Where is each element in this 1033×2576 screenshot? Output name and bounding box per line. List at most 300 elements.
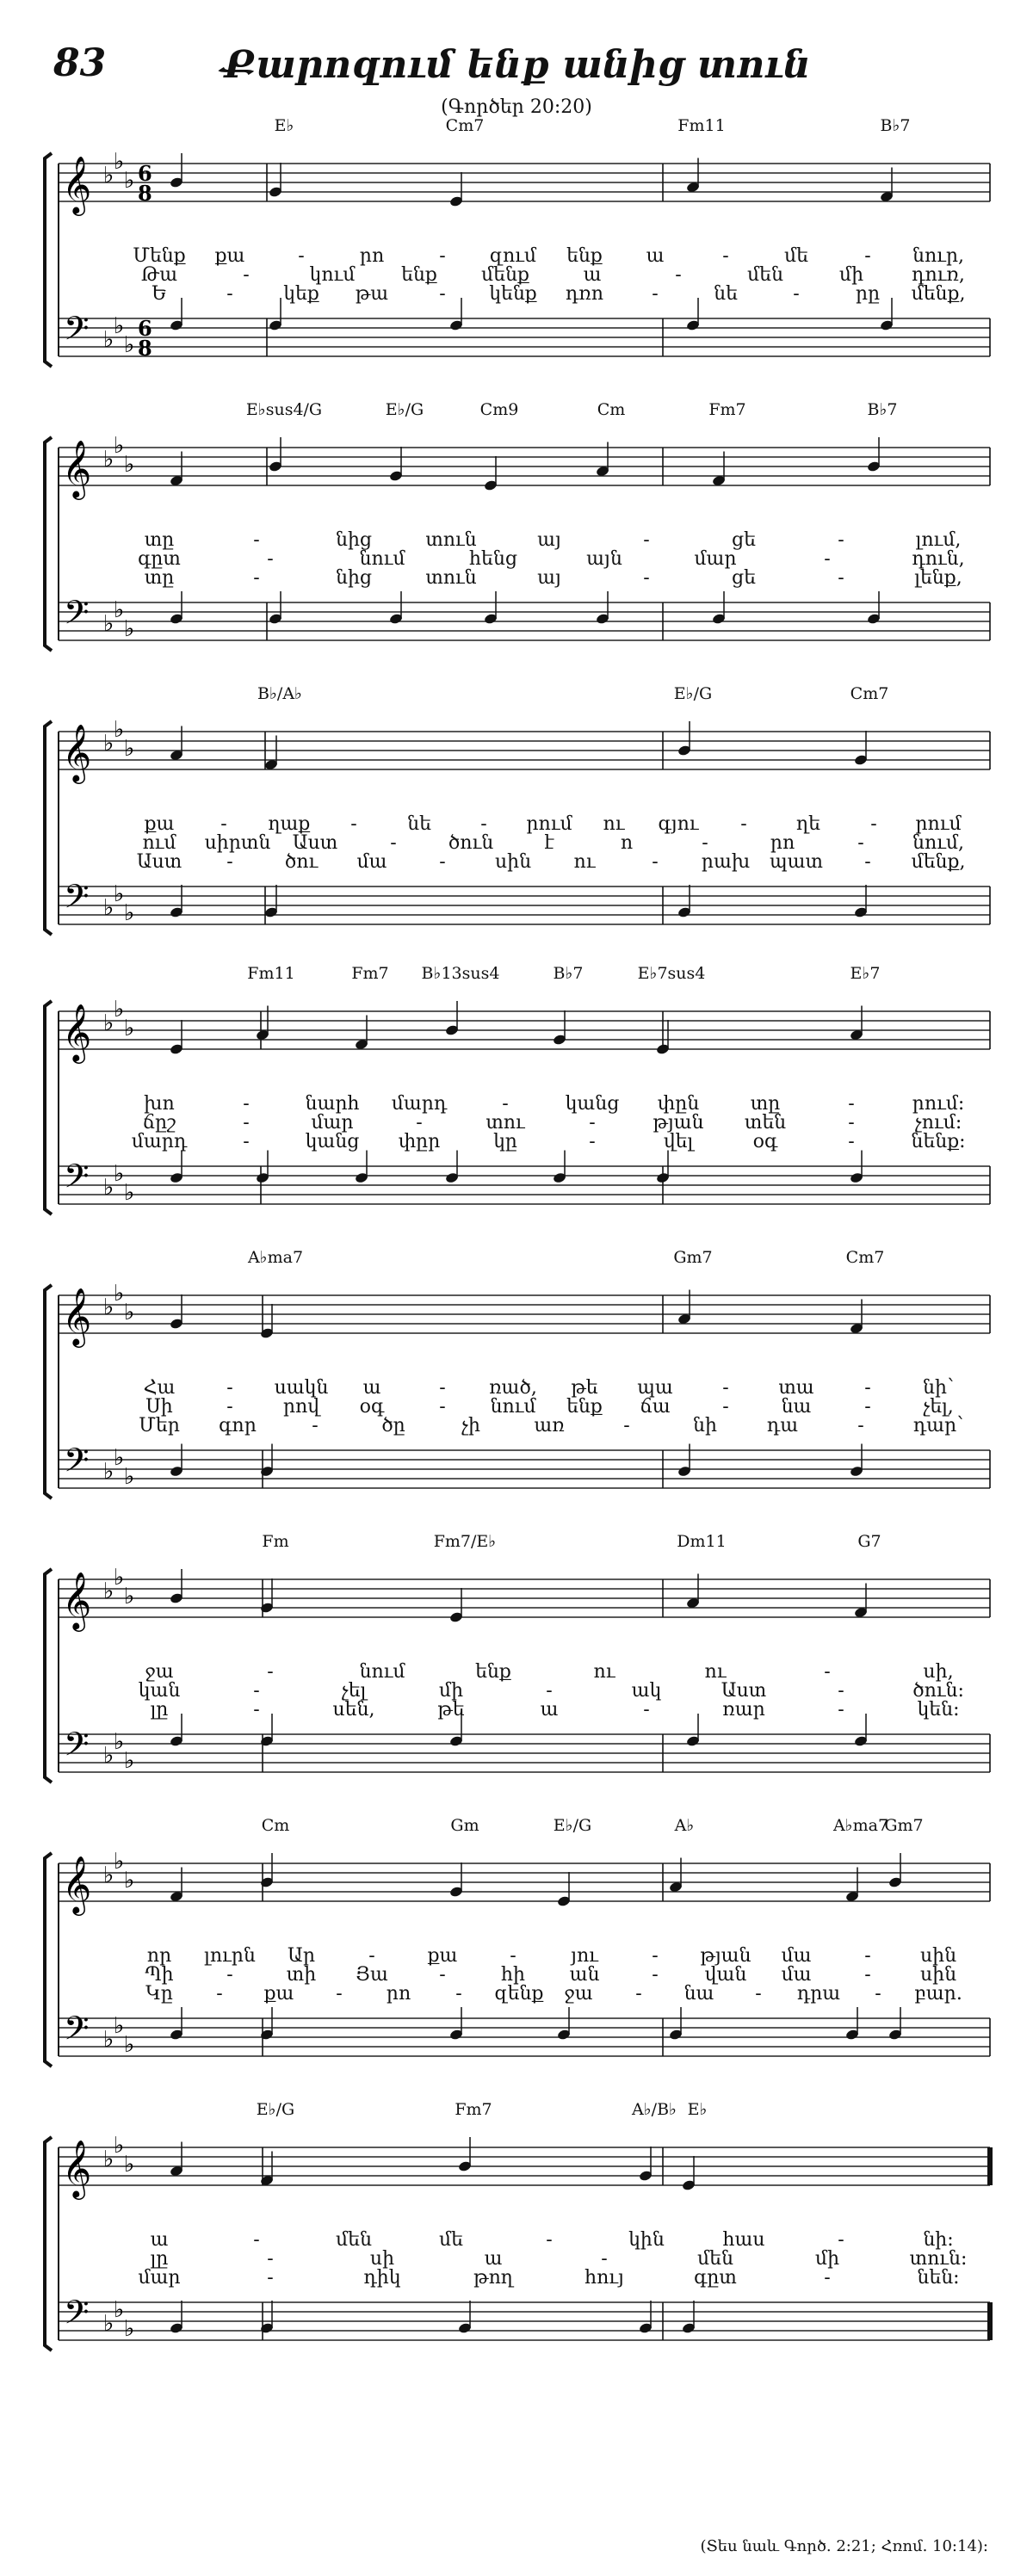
lyric-verse-2-syllable: նում <box>490 1396 536 1418</box>
lyric-verse-3-syllable: - <box>875 1983 881 2005</box>
treble-key-flat-icon: ♭ <box>114 1281 125 1307</box>
lyric-verse-2-syllable: մի <box>838 264 864 286</box>
lyric-verse-1-syllable: տը <box>750 1093 781 1115</box>
lyric-verse-2-syllable: չել <box>341 1680 367 1702</box>
lyric-verse-2-syllable: - <box>589 1112 596 1134</box>
lyric-verse-1-syllable: տուն <box>425 529 477 551</box>
lyric-verse-1-syllable: ու <box>603 813 625 835</box>
lyric-verse-1-syllable: - <box>510 1945 516 1967</box>
bass-time-signature: 6 <box>138 316 152 341</box>
lyric-verse-3-syllable: տը <box>144 567 175 589</box>
lyric-verse-1-syllable: գյու <box>658 813 699 835</box>
lyric-verse-3-syllable: - <box>312 1415 319 1436</box>
chord-symbol: E♭/G <box>673 684 713 703</box>
chord-symbol: Gm <box>450 1816 479 1835</box>
treble-key-flat-icon: ♭ <box>114 717 125 743</box>
lyric-verse-1-syllable: ենք <box>475 1661 511 1683</box>
lyric-verse-2-syllable: չել, <box>923 1396 954 1418</box>
lyric-verse-1-syllable: քա <box>144 813 175 835</box>
lyric-verse-1-syllable: հաս <box>722 2229 765 2251</box>
bass-key-flat-icon: ♭ <box>114 2013 125 2039</box>
lyric-verse-3-syllable: առ <box>534 1415 565 1436</box>
lyric-verse-3-syllable: ծու <box>284 851 319 873</box>
chord-symbol: Fm7 <box>351 964 389 983</box>
lyric-verse-1-syllable: - <box>722 1377 729 1399</box>
lyric-verse-1-syllable: - <box>253 2229 260 2251</box>
chord-symbol: A♭ma7 <box>247 1248 304 1267</box>
lyric-verse-2-syllable: լը <box>150 2248 169 2270</box>
lyric-verse-3-syllable: մենք, <box>911 283 966 305</box>
lyric-verse-1-syllable: րում: <box>912 1093 965 1115</box>
bass-time-signature: 8 <box>138 336 152 361</box>
chord-symbol: Cm <box>597 400 626 419</box>
lyric-verse-1-syllable: թյան <box>700 1945 752 1967</box>
bass-key-flat-icon: ♭ <box>114 2297 125 2323</box>
music-system <box>0 1532 1033 1807</box>
lyric-verse-1-syllable: - <box>643 529 650 551</box>
music-system <box>0 1816 1033 2091</box>
treble-clef-icon: 𝄞 <box>62 723 92 781</box>
lyric-verse-1-syllable: ա <box>646 245 665 267</box>
lyric-verse-1-syllable: ղե <box>796 813 820 835</box>
lyric-verse-1-syllable: քա <box>427 1945 458 1967</box>
lyric-verse-1-syllable: քա <box>214 245 245 267</box>
lyric-verse-2-syllable: մենք <box>481 264 529 286</box>
lyric-verse-2-syllable: ծուն <box>448 832 494 854</box>
lyric-verse-2-syllable: - <box>722 1396 729 1418</box>
lyric-verse-1-syllable: փըն <box>657 1093 700 1115</box>
lyric-verse-1-syllable: նի: <box>923 2229 954 2251</box>
lyric-verse-3-syllable: րո <box>386 1983 411 2005</box>
bass-key-flat-icon: ♭ <box>114 313 125 339</box>
chord-symbol: E♭7 <box>850 964 881 983</box>
lyric-verse-1-syllable: կին <box>628 2229 665 2251</box>
lyric-verse-2-syllable: ան <box>569 1964 600 1986</box>
lyric-verse-1-syllable: տա <box>778 1377 814 1399</box>
lyric-verse-1-syllable: - <box>652 1945 659 1967</box>
lyric-verse-2-syllable: սիրտն <box>204 832 271 854</box>
lyric-verse-2-syllable: Սի <box>145 1396 173 1418</box>
lyric-verse-3-syllable: րը <box>855 283 881 305</box>
treble-clef-icon: 𝄞 <box>62 1003 92 1061</box>
chord-symbol: Cm7 <box>445 116 485 135</box>
lyric-verse-1-syllable: - <box>439 1377 446 1399</box>
lyric-verse-3-syllable: գըտ <box>694 2267 737 2289</box>
bass-key-flat-icon: ♭ <box>103 327 114 353</box>
lyric-verse-2-syllable: չում: <box>914 1112 962 1134</box>
lyric-verse-3-syllable: - <box>848 1131 855 1152</box>
lyric-verse-1-syllable: կանց <box>565 1093 620 1115</box>
lyric-verse-3-syllable: փըր <box>398 1131 441 1152</box>
lyric-verse-1-syllable: նուր, <box>912 245 965 267</box>
lyric-verse-2-syllable: վան <box>704 1964 747 1986</box>
bass-key-flat-icon: ♭ <box>103 1743 114 1769</box>
lyric-verse-3-syllable: - <box>336 1983 343 2005</box>
chord-symbol: Fm11 <box>677 116 726 135</box>
lyric-verse-3-syllable: նենք: <box>911 1131 966 1152</box>
system-bracket <box>45 1853 52 2066</box>
chord-symbol: Cm7 <box>845 1248 885 1267</box>
lyric-verse-1-syllable: - <box>480 813 487 835</box>
bass-key-flat-icon: ♭ <box>103 1459 114 1485</box>
treble-key-flat-icon: ♭ <box>103 731 114 757</box>
chord-symbol: B♭7 <box>880 116 911 135</box>
treble-key-flat-icon: ♭ <box>114 433 125 459</box>
lyric-verse-3-syllable: դռո <box>565 283 604 305</box>
chord-symbol: Fm11 <box>247 964 295 983</box>
lyric-verse-2-syllable: - <box>675 264 682 286</box>
system-bracket <box>45 1285 52 1498</box>
treble-key-flat-icon: ♭ <box>124 736 135 762</box>
chord-symbol: B♭13sus4 <box>421 964 500 983</box>
lyric-verse-1-syllable: - <box>824 1661 831 1683</box>
lyric-verse-1-syllable: րում <box>915 813 962 835</box>
bass-key-flat-icon: ♭ <box>103 1175 114 1201</box>
lyric-verse-1-syllable: մե <box>784 245 808 267</box>
lyric-verse-2-syllable: - <box>838 1680 844 1702</box>
lyric-verse-1-syllable: որ <box>146 1945 172 1967</box>
lyric-verse-3-syllable: ու <box>573 851 596 873</box>
lyric-verse-3-syllable: մարդ <box>131 1131 188 1152</box>
lyric-verse-3-syllable: - <box>267 2267 274 2289</box>
bass-clef-icon: 𝄢 <box>64 2293 90 2339</box>
lyric-verse-1-syllable: - <box>870 813 877 835</box>
lyric-verse-2-syllable: տի <box>286 1964 317 1986</box>
song-number: 83 <box>53 41 107 85</box>
lyric-verse-1-syllable: մարդ <box>391 1093 448 1115</box>
lyric-verse-3-syllable: ռար <box>722 1699 765 1720</box>
lyric-verse-1-syllable: րում <box>526 813 572 835</box>
lyric-verse-2-syllable: - <box>601 2248 608 2270</box>
chord-symbol: Cm <box>261 1816 290 1835</box>
lyric-verse-3-syllable: - <box>857 1415 864 1436</box>
lyric-verse-2-syllable: դուն, <box>912 548 965 570</box>
lyric-verse-3-syllable: Մեր <box>139 1415 180 1436</box>
lyric-verse-1-syllable: - <box>864 1377 871 1399</box>
lyric-verse-3-syllable: բար. <box>914 1983 962 2005</box>
lyric-verse-3-syllable: չի <box>461 1415 480 1436</box>
scripture-reference: (Գործեր 20:20) <box>441 96 592 118</box>
system-bracket <box>45 437 52 651</box>
lyric-verse-3-syllable: թող <box>473 2267 513 2289</box>
lyric-verse-2-syllable: ակ <box>631 1680 662 1702</box>
bass-key-flat-icon: ♭ <box>103 895 114 921</box>
chord-symbol: Cm7 <box>850 684 889 703</box>
lyric-verse-3-syllable: - <box>838 567 844 589</box>
bass-key-flat-icon: ♭ <box>114 597 125 623</box>
music-system <box>0 1248 1033 1523</box>
lyric-verse-3-syllable: կեն: <box>917 1699 960 1720</box>
lyric-verse-2-syllable: կում <box>309 264 356 286</box>
chord-symbol: A♭/B♭ <box>631 2100 677 2119</box>
lyric-verse-3-syllable: նից <box>335 567 373 589</box>
lyric-verse-3-syllable: Աստ <box>136 851 182 873</box>
lyric-verse-3-syllable: - <box>635 1983 642 2005</box>
bass-clef-icon: 𝄢 <box>64 593 90 639</box>
lyric-verse-3-syllable: լը <box>150 1699 169 1720</box>
lyric-verse-1-syllable: - <box>848 1093 855 1115</box>
lyric-verse-2-syllable: - <box>652 1964 659 1986</box>
lyric-verse-1-syllable: նե <box>407 813 431 835</box>
lyric-verse-2-syllable: սի <box>369 2248 395 2270</box>
lyric-verse-1-syllable: - <box>298 245 305 267</box>
lyric-verse-1-syllable: լուրն <box>204 1945 256 1967</box>
lyric-verse-2-syllable: Աստ <box>292 832 338 854</box>
lyric-verse-3-syllable: - <box>253 1699 260 1720</box>
bass-clef-icon: 𝄢 <box>64 2009 90 2055</box>
lyric-verse-3-syllable: դա <box>766 1415 799 1436</box>
chord-symbol: A♭ <box>674 1816 695 1835</box>
lyric-verse-2-syllable: ում <box>142 832 176 854</box>
lyric-verse-2-syllable: մա <box>781 1964 812 1986</box>
lyric-verse-2-syllable: մի <box>438 1680 464 1702</box>
chord-symbol: Gm7 <box>673 1248 713 1267</box>
chord-symbol: E♭sus4/G <box>245 400 323 419</box>
treble-key-flat-icon: ♭ <box>103 2147 114 2172</box>
lyric-verse-2-syllable: ա <box>583 264 602 286</box>
music-system <box>0 964 1033 1239</box>
lyric-verse-3-syllable: - <box>643 1699 650 1720</box>
lyric-verse-3-syllable: - <box>838 1699 844 1720</box>
lyric-verse-3-syllable: - <box>439 851 446 873</box>
lyric-verse-3-syllable: - <box>589 1131 596 1152</box>
chord-symbol: Cm9 <box>479 400 519 419</box>
system-bracket <box>45 2137 52 2351</box>
lyric-verse-1-syllable: նում <box>359 1661 405 1683</box>
lyric-verse-3-syllable: նի <box>693 1415 717 1436</box>
lyric-verse-3-syllable: - <box>824 2267 831 2289</box>
lyric-verse-1-syllable: - <box>502 1093 509 1115</box>
lyric-verse-3-syllable: - <box>755 1983 762 2005</box>
bass-clef-icon: 𝄢 <box>64 309 90 355</box>
lyric-verse-3-syllable: լենք, <box>914 567 962 589</box>
lyric-verse-2-syllable: կան <box>138 1680 181 1702</box>
chord-symbol: G7 <box>857 1532 881 1551</box>
lyric-verse-1-syllable: զում <box>489 245 537 267</box>
treble-key-flat-icon: ♭ <box>124 1300 135 1325</box>
treble-key-flat-icon: ♭ <box>103 1010 114 1036</box>
lyric-verse-2-syllable: Աստ <box>721 1680 767 1702</box>
treble-time-signature: 6 <box>138 161 152 186</box>
chord-symbol: B♭7 <box>867 400 898 419</box>
chord-symbol: E♭/G <box>553 1816 592 1835</box>
lyric-verse-1-syllable: նարհ <box>305 1093 360 1115</box>
lyric-verse-3-syllable: - <box>216 1983 223 2005</box>
lyric-verse-3-syllable: - <box>652 283 659 305</box>
lyric-verse-3-syllable: քա <box>263 1983 294 2005</box>
lyric-verse-3-syllable: մենք, <box>911 851 966 873</box>
lyric-verse-2-syllable: - <box>702 832 708 854</box>
chord-symbol: A♭ma7 <box>832 1816 889 1835</box>
lyric-verse-3-syllable: հույ <box>585 2267 624 2289</box>
lyric-verse-2-syllable: թյան <box>653 1112 704 1134</box>
lyric-verse-2-syllable: մի <box>814 2248 840 2270</box>
lyric-verse-3-syllable: - <box>243 1131 250 1152</box>
lyric-verse-1-syllable: ղաք <box>268 813 311 835</box>
lyric-verse-2-syllable: - <box>864 1396 871 1418</box>
lyric-verse-3-syllable: գոր <box>219 1415 257 1436</box>
lyric-verse-1-syllable: - <box>350 813 357 835</box>
system-bracket <box>45 721 52 935</box>
lyric-verse-3-syllable: կեք <box>283 283 319 305</box>
lyric-verse-2-syllable: - <box>267 2248 274 2270</box>
lyric-verse-1-syllable: - <box>722 245 729 267</box>
system-bracket <box>45 1001 52 1214</box>
chord-symbol: E♭ <box>274 116 294 135</box>
lyric-verse-2-syllable: - <box>857 832 864 854</box>
footnote: (Տես նաև Գործ. 2:21; Հռոմ. 10:14): <box>700 2537 988 2555</box>
treble-key-flat-icon: ♭ <box>124 1584 135 1609</box>
lyric-verse-1-syllable: - <box>253 529 260 551</box>
lyric-verse-2-syllable: մեն <box>747 264 783 286</box>
treble-clef-icon: 𝄞 <box>62 439 92 497</box>
lyric-verse-3-syllable: րախ <box>701 851 751 873</box>
treble-key-flat-icon: ♭ <box>114 997 125 1022</box>
lyric-verse-1-syllable: նի՝ <box>923 1377 954 1399</box>
lyric-verse-2-syllable: - <box>390 832 397 854</box>
lyric-verse-1-syllable: Ար <box>288 1945 315 1967</box>
lyric-verse-2-syllable: այն <box>586 548 622 570</box>
chord-symbol: Fm7/E♭ <box>433 1532 497 1551</box>
lyric-verse-1-syllable: - <box>864 245 871 267</box>
lyric-verse-2-syllable: Յա <box>356 1964 388 1986</box>
lyric-verse-3-syllable: սեն, <box>332 1699 375 1720</box>
chord-symbol: Fm <box>262 1532 289 1551</box>
lyric-verse-3-syllable: դրա <box>796 1983 841 2005</box>
lyric-verse-3-syllable: ջա <box>564 1983 593 2005</box>
lyric-verse-3-syllable: - <box>643 567 650 589</box>
lyric-verse-1-syllable: սակն <box>274 1377 329 1399</box>
chord-symbol: Fm7 <box>708 400 746 419</box>
lyric-verse-3-syllable: - <box>439 283 446 305</box>
lyric-verse-2-syllable: տու <box>486 1112 525 1134</box>
lyric-verse-1-syllable: այ <box>537 529 561 551</box>
lyric-verse-2-syllable: - <box>439 1396 446 1418</box>
chord-symbol: Fm7 <box>455 2100 492 2119</box>
treble-clef-icon: 𝄞 <box>62 155 92 213</box>
lyric-verse-1-syllable: լում, <box>915 529 962 551</box>
lyric-verse-2-syllable: ո <box>620 832 634 854</box>
lyric-verse-1-syllable: - <box>546 2229 553 2251</box>
lyric-verse-1-syllable: - <box>838 2229 844 2251</box>
bass-key-flat-icon: ♭ <box>114 1161 125 1187</box>
lyric-verse-1-syllable: մա <box>781 1945 812 1967</box>
lyric-verse-3-syllable: նեն: <box>917 2267 960 2289</box>
lyric-verse-3-syllable: կենք <box>489 283 537 305</box>
system-bracket <box>45 1569 52 1782</box>
lyric-verse-3-syllable: - <box>226 283 233 305</box>
lyric-verse-2-syllable: հի <box>501 1964 525 1986</box>
lyric-verse-3-syllable: պատ <box>769 851 824 873</box>
lyric-verse-2-syllable: - <box>439 1964 446 1986</box>
lyric-verse-1-syllable: - <box>864 1945 871 1967</box>
treble-key-flat-icon: ♭ <box>103 447 114 473</box>
lyric-verse-2-syllable: ենք <box>566 1396 603 1418</box>
lyric-verse-3-syllable: - <box>623 1415 630 1436</box>
treble-clef-icon: 𝄞 <box>62 1855 92 1913</box>
lyric-verse-3-syllable: դար՝ <box>912 1415 964 1436</box>
lyric-verse-2-syllable: ճըշ <box>142 1112 176 1134</box>
lyric-verse-3-syllable: Կը <box>145 1983 173 2005</box>
lyric-verse-1-syllable: նից <box>335 529 373 551</box>
chord-symbol: E♭/G <box>385 400 424 419</box>
lyric-verse-1-syllable: մեն <box>336 2229 372 2251</box>
lyric-verse-3-syllable: - <box>652 851 659 873</box>
bass-key-flat-icon: ♭ <box>124 900 135 926</box>
lyric-verse-1-syllable: - <box>243 1093 250 1115</box>
treble-key-flat-icon: ♭ <box>103 1294 114 1320</box>
lyric-verse-1-syllable: ջա <box>145 1661 174 1683</box>
bass-clef-icon: 𝄢 <box>64 1725 90 1771</box>
chord-symbol: Dm11 <box>677 1532 727 1551</box>
treble-key-flat-icon: ♭ <box>124 2152 135 2178</box>
lyric-verse-3-syllable: այ <box>537 567 561 589</box>
bass-key-flat-icon: ♭ <box>124 2032 135 2058</box>
bass-clef-icon: 𝄢 <box>64 877 90 924</box>
lyric-verse-3-syllable: զենք <box>494 1983 544 2005</box>
lyric-verse-1-syllable: պա <box>637 1377 673 1399</box>
lyric-verse-2-syllable: սին <box>919 1964 957 1986</box>
lyric-verse-3-syllable: վել <box>663 1131 694 1152</box>
lyric-verse-3-syllable: թե <box>437 1699 465 1720</box>
lyric-verse-1-syllable: Հա <box>143 1377 176 1399</box>
lyric-verse-2-syllable: - <box>546 1680 553 1702</box>
lyric-verse-3-syllable: սին <box>494 851 532 873</box>
lyric-verse-2-syllable: մեն <box>697 2248 733 2270</box>
treble-key-flat-icon: ♭ <box>114 149 125 175</box>
lyric-verse-1-syllable: ցե <box>732 529 756 551</box>
lyric-verse-3-syllable: մար <box>138 2267 181 2289</box>
treble-key-flat-icon: ♭ <box>103 163 114 188</box>
lyric-verse-2-syllable: - <box>243 1112 250 1134</box>
lyric-verse-1-syllable: տը <box>144 529 175 551</box>
music-system <box>0 684 1033 960</box>
lyric-verse-1-syllable: - <box>439 245 446 267</box>
chord-symbol: B♭7 <box>553 964 584 983</box>
lyric-verse-2-syllable: գըտ <box>138 548 181 570</box>
lyric-verse-1-syllable: - <box>267 1661 274 1683</box>
lyric-verse-1-syllable: Մենք <box>133 245 186 267</box>
lyric-verse-2-syllable: հենց <box>469 548 517 570</box>
lyric-verse-2-syllable: - <box>243 264 250 286</box>
bass-key-flat-icon: ♭ <box>103 2027 114 2053</box>
lyric-verse-2-syllable: րո <box>770 832 795 854</box>
lyric-verse-2-syllable: - <box>416 1112 423 1134</box>
lyric-verse-2-syllable: րով <box>282 1396 320 1418</box>
song-title: Քարոզում ենք անից տուն <box>222 43 811 87</box>
treble-clef-icon: 𝄞 <box>62 2139 92 2197</box>
lyric-verse-2-syllable: տեն <box>744 1112 787 1134</box>
lyric-verse-2-syllable: - <box>267 548 274 570</box>
lyric-verse-3-syllable: - <box>864 851 871 873</box>
lyric-verse-2-syllable: - <box>864 1964 871 1986</box>
treble-key-flat-icon: ♭ <box>103 1578 114 1604</box>
lyric-verse-2-syllable: - <box>253 1680 260 1702</box>
lyric-verse-1-syllable: ռած, <box>489 1377 537 1399</box>
bass-key-flat-icon: ♭ <box>114 1445 125 1471</box>
lyric-verse-3-syllable: դիկ <box>363 2267 401 2289</box>
lyric-verse-2-syllable: նում <box>359 548 405 570</box>
lyric-verse-1-syllable: խո <box>144 1093 175 1115</box>
bass-key-flat-icon: ♭ <box>124 2316 135 2342</box>
bass-key-flat-icon: ♭ <box>114 1729 125 1755</box>
lyric-verse-1-syllable: յու <box>571 1945 598 1967</box>
lyric-verse-3-syllable: թա <box>355 283 389 305</box>
lyric-verse-3-syllable: կը <box>493 1131 517 1152</box>
lyric-verse-1-syllable: սի, <box>923 1661 954 1683</box>
lyric-verse-3-syllable: օգ <box>752 1131 778 1152</box>
lyric-verse-3-syllable: տուն <box>425 567 477 589</box>
